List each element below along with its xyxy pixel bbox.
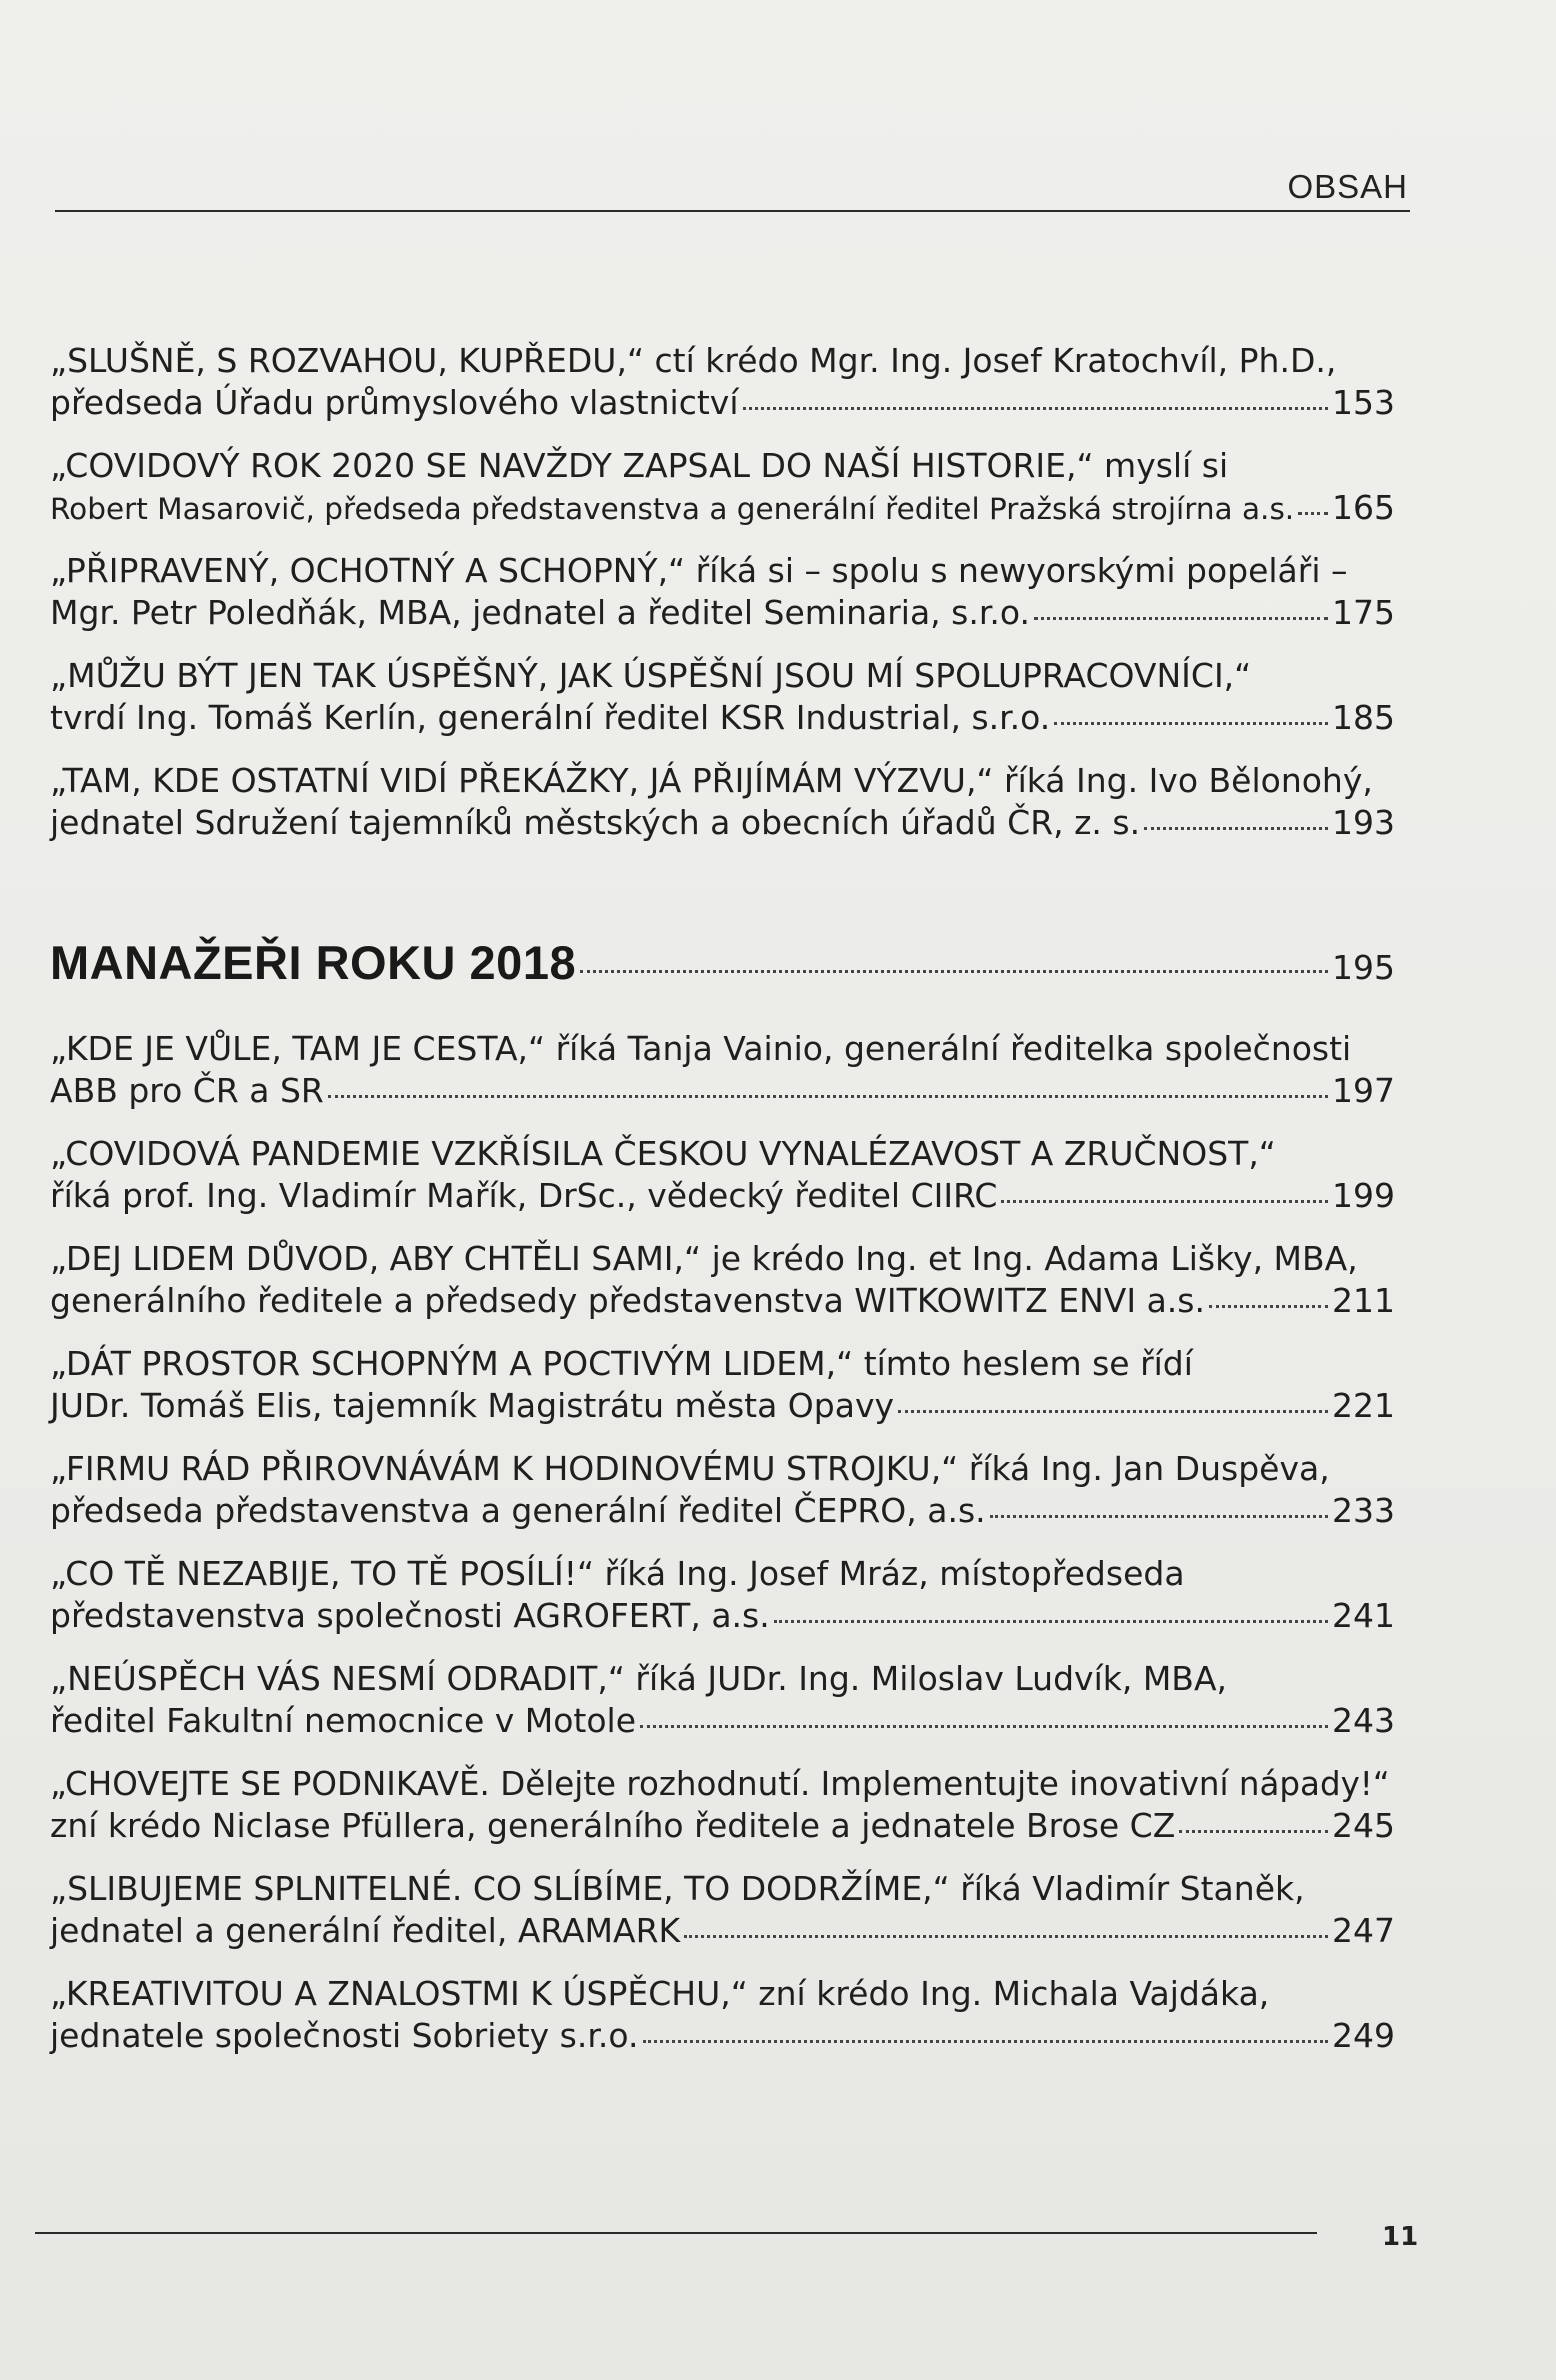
toc-entry-description: jednatel Sdružení tajemníků městských a obecních úřadů ČR, z. s. <box>50 803 1141 842</box>
toc-entry-heading: „CHOVEJTE SE PODNIKAVĚ. Dělejte rozhodnutí. Implementujte inovativní nápady!“ <box>50 1765 1390 1803</box>
dot-leader <box>1209 1305 1328 1308</box>
dot-leader <box>1034 617 1328 620</box>
toc-entry-description: jednatel a generální ředitel, ARAMARK <box>50 1911 681 1950</box>
dot-leader <box>743 407 1329 410</box>
running-header-title: OBSAH <box>1287 168 1408 205</box>
dot-leader <box>640 1725 1328 1728</box>
dot-leader <box>684 1935 1328 1938</box>
toc-entry-heading: „PŘIPRAVENÝ, OCHOTNÝ A SCHOPNÝ,“ říká si – spolu s newyorskými popeláři – <box>50 551 1348 590</box>
toc-entry <box>50 1133 1395 1217</box>
toc-entry-description: tvrdí Ing. Tomáš Kerlín, generální ředitel KSR Industrial, s.r.o. <box>50 698 1051 737</box>
section-heading <box>50 935 1395 990</box>
toc-entry <box>50 655 1395 739</box>
toc-entry <box>50 340 1395 424</box>
toc-entry-heading: „KREATIVITOU A ZNALOSTMI K ÚSPĚCHU,“ zní krédo Ing. Michala Vajdáka, <box>50 1974 1270 2013</box>
toc-entry-description: JUDr. Tomáš Elis, tajemník Magistrátu města Opavy <box>50 1386 894 1425</box>
dot-leader <box>580 970 1328 973</box>
toc-entry-heading: „SLIBUJEME SPLNITELNÉ. CO SLÍBÍME, TO DODRŽÍME,“ říká Vladimír Staněk, <box>50 1869 1305 1908</box>
toc-entry-heading: „DÁT PROSTOR SCHOPNÝM A POCTIVÝM LIDEM,“ tímto heslem se řídí <box>50 1344 1193 1383</box>
toc-entry-heading: „COVIDOVÁ PANDEMIE VZKŘÍSILA ČESKOU VYNALÉZAVOST A ZRUČNOST,“ <box>50 1134 1276 1173</box>
toc-entry-heading: „SLUŠNĚ, S ROZVAHOU, KUPŘEDU,“ ctí krédo Mgr. Ing. Josef Kratochvíl, Ph.D., <box>50 341 1337 380</box>
toc-page-number: 185 <box>1332 698 1395 737</box>
dot-leader <box>1054 722 1328 725</box>
dot-leader <box>1144 827 1328 830</box>
header-rule <box>55 210 1410 212</box>
folio-page-number: 11 <box>1382 2222 1419 2252</box>
toc-page-number: 175 <box>1332 593 1395 632</box>
toc-entry-heading: „MŮŽU BÝT JEN TAK ÚSPĚŠNÝ, JAK ÚSPĚŠNÍ JSOU MÍ SPOLUPRACOVNÍCI,“ <box>50 656 1252 695</box>
toc-entry <box>50 760 1395 844</box>
toc-entry-heading: „FIRMU RÁD PŘIROVNÁVÁM K HODINOVÉMU STROJKU,“ říká Ing. Jan Duspěva, <box>50 1449 1330 1488</box>
toc-entry <box>50 1763 1395 1847</box>
dot-leader <box>898 1410 1328 1413</box>
toc-entry-heading: „CO TĚ NEZABIJE, TO TĚ POSÍLÍ!“ říká Ing. Josef Mráz, místopředseda <box>50 1554 1185 1593</box>
dot-leader <box>1001 1200 1328 1203</box>
toc-entry-heading: „KDE JE VŮLE, TAM JE CESTA,“ říká Tanja Vainio, generální ředitelka společnosti <box>50 1029 1352 1068</box>
toc-entry-description: předseda představenstva a generální ředitel ČEPRO, a.s. <box>50 1491 986 1530</box>
section-title: MANAŽEŘI ROKU 2018 <box>50 936 577 989</box>
dot-leader <box>643 2040 1329 2043</box>
toc-entry <box>50 445 1395 530</box>
toc-page-number: 199 <box>1332 1176 1395 1215</box>
dot-leader <box>1179 1830 1328 1833</box>
toc-entry-description: představenstva společnosti AGROFERT, a.s. <box>50 1596 770 1635</box>
toc-entry-description: ředitel Fakultní nemocnice v Motole <box>50 1701 637 1740</box>
toc-entry-heading: „COVIDOVÝ ROK 2020 SE NAVŽDY ZAPSAL DO NAŠÍ HISTORIE,“ myslí si <box>50 446 1229 485</box>
toc-entry-description: ABB pro ČR a SR <box>50 1071 324 1110</box>
toc-entry-description: zní krédo Niclase Pfüllera, generálního ředitele a jednatele Brose CZ <box>50 1806 1176 1845</box>
toc-entry-description: Robert Masarovič, předseda představenstva a generální ředitel Pražská strojírna a.s. <box>50 492 1295 526</box>
toc-page-number: 153 <box>1332 383 1395 422</box>
toc-page-number: 197 <box>1332 1071 1395 1110</box>
toc-page-number: 221 <box>1332 1386 1395 1425</box>
toc-page-number: 165 <box>1332 488 1395 527</box>
dot-leader <box>328 1095 1328 1098</box>
dot-leader <box>990 1515 1328 1518</box>
toc-page-number: 211 <box>1332 1281 1395 1320</box>
footer-rule <box>35 2232 1317 2234</box>
toc-entry-heading: „NEÚSPĚCH VÁS NESMÍ ODRADIT,“ říká JUDr. Ing. Miloslav Ludvík, MBA, <box>50 1659 1228 1698</box>
toc-entry <box>50 1868 1395 1952</box>
toc-page-number: 245 <box>1332 1806 1395 1845</box>
toc-entry-description: říká prof. Ing. Vladimír Mařík, DrSc., vědecký ředitel CIIRC <box>50 1176 998 1215</box>
toc-page-number: 193 <box>1332 803 1395 842</box>
toc-entry-description: Mgr. Petr Poledňák, MBA, jednatel a ředitel Seminaria, s.r.o. <box>50 593 1030 632</box>
toc-entry <box>50 1553 1395 1637</box>
dot-leader <box>1298 512 1328 515</box>
toc-page-number: 241 <box>1332 1596 1395 1635</box>
toc-page-number: 249 <box>1332 2016 1395 2055</box>
toc-entry-description: generálního ředitele a předsedy představenstva WITKOWITZ ENVI a.s. <box>50 1281 1205 1320</box>
toc-entry <box>50 1343 1395 1427</box>
section-page-number: 195 <box>1332 948 1395 987</box>
toc-entry-description: jednatele společnosti Sobriety s.r.o. <box>50 2016 639 2055</box>
toc-entry-description: předseda Úřadu průmyslového vlastnictví <box>50 383 739 422</box>
toc-entry <box>50 550 1395 634</box>
toc-entry <box>50 1658 1395 1742</box>
toc-page-number: 243 <box>1332 1701 1395 1740</box>
toc-entry <box>50 1028 1395 1112</box>
toc-entry <box>50 1448 1395 1532</box>
toc-entry <box>50 1973 1395 2057</box>
toc-page-number: 247 <box>1332 1911 1395 1950</box>
toc-entry-heading: „TAM, KDE OSTATNÍ VIDÍ PŘEKÁŽKY, JÁ PŘIJÍMÁM VÝZVU,“ říká Ing. Ivo Bělonohý, <box>50 761 1373 800</box>
dot-leader <box>774 1620 1328 1623</box>
toc-entry <box>50 1238 1395 1322</box>
toc-entry-heading: „DEJ LIDEM DŮVOD, ABY CHTĚLI SAMI,“ je krédo Ing. et Ing. Adama Lišky, MBA, <box>50 1239 1358 1278</box>
toc-page-number: 233 <box>1332 1491 1395 1530</box>
